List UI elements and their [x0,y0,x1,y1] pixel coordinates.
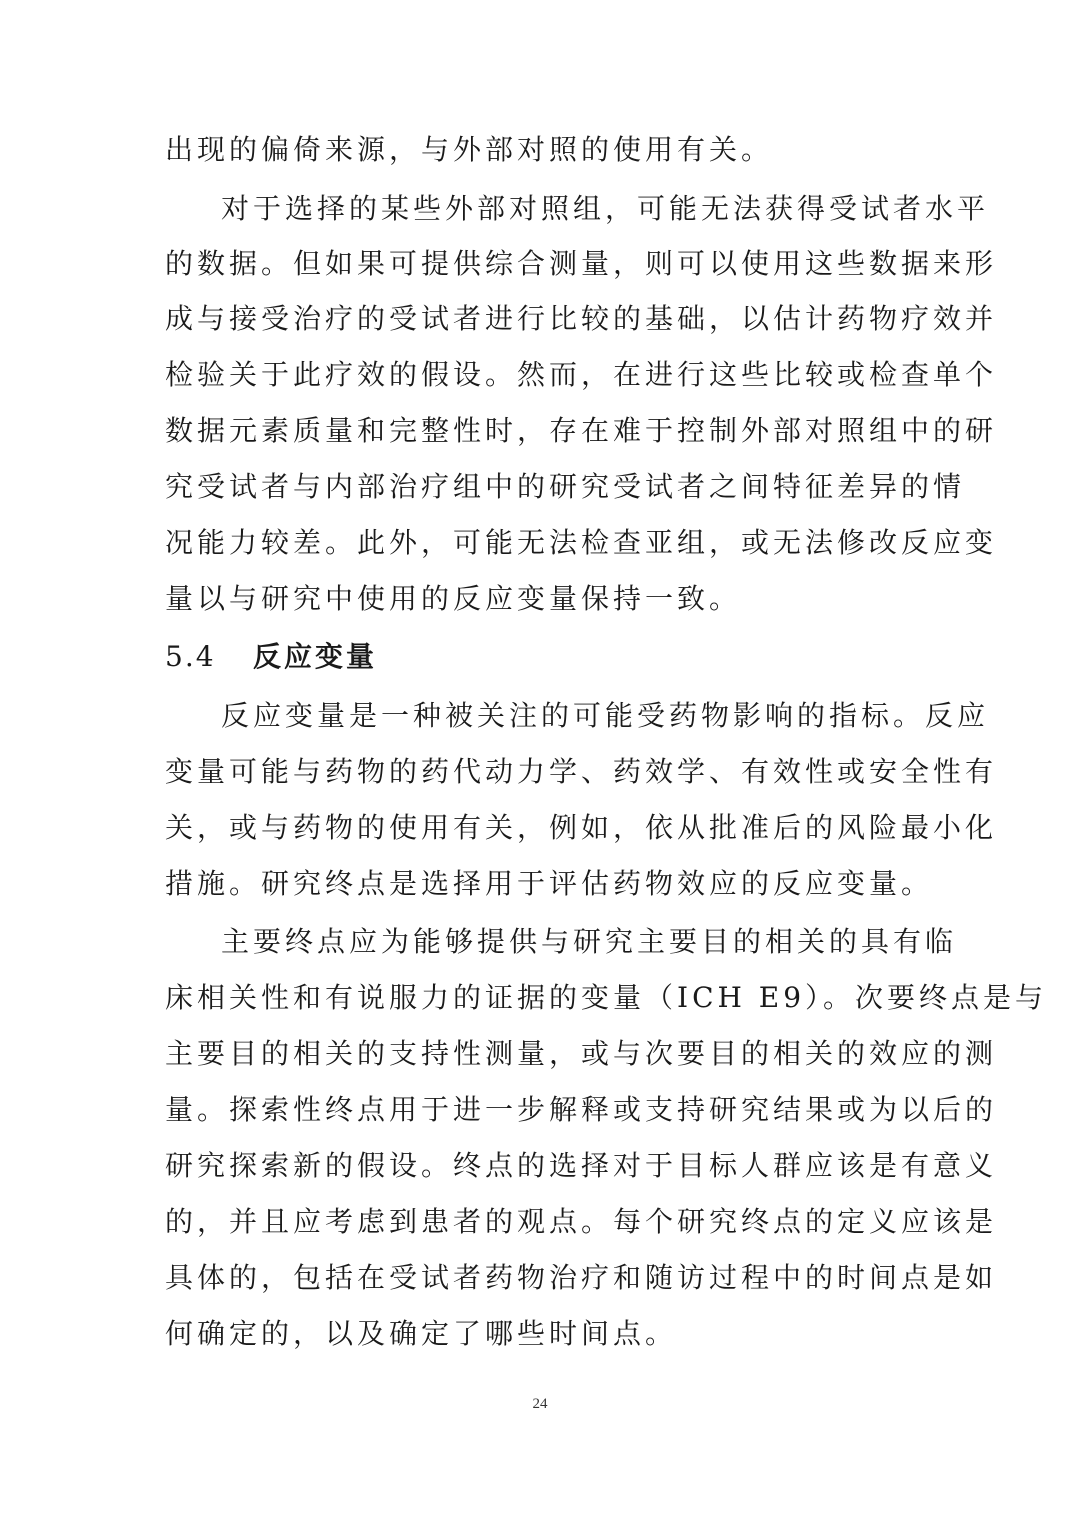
paragraph-line: 反应变量是一种被关注的可能受药物影响的指标。反应 [221,699,990,732]
paragraph-line: 变量可能与药物的药代动力学、药效学、有效性或安全性有 [165,755,998,788]
paragraph-line: 况能力较差。此外，可能无法检查亚组，或无法修改反应变 [165,526,998,559]
paragraph-line: 关，或与药物的使用有关，例如，依从批准后的风险最小化 [165,811,998,844]
paragraph-line: 的数据。但如果可提供综合测量，则可以使用这些数据来形 [165,247,998,280]
paragraph-line: 量以与研究中使用的反应变量保持一致。 [165,582,742,615]
paragraph-line: 何确定的，以及确定了哪些时间点。 [165,1317,678,1350]
paragraph-line: 出现的偏倚来源，与外部对照的使用有关。 [165,133,774,166]
section-title: 反应变量 [253,640,378,673]
paragraph-line: 主要终点应为能够提供与研究主要目的相关的具有临 [221,925,958,958]
paragraph-line: 研究探索新的假设。终点的选择对于目标人群应该是有意义 [165,1149,998,1182]
section-number: 5.4 [165,640,216,673]
paragraph-line: 的，并且应考虑到患者的观点。每个研究终点的定义应该是 [165,1205,998,1238]
page-number: 24 [532,1396,548,1412]
paragraph-line: 成与接受治疗的受试者进行比较的基础，以估计药物疗效并 [165,302,998,335]
paragraph-line: 检验关于此疗效的假设。然而，在进行这些比较或检查单个 [165,358,998,391]
paragraph-line: 数据元素质量和完整性时，存在难于控制外部对照组中的研 [165,414,998,447]
paragraph-line: 主要目的相关的支持性测量，或与次要目的相关的效应的测 [165,1037,998,1070]
paragraph-line: 对于选择的某些外部对照组，可能无法获得受试者水平 [221,192,990,225]
paragraph-line: 床相关性和有说服力的证据的变量（ICH E9）。次要终点是与 [165,981,1048,1014]
section-heading [165,637,377,677]
paragraph-line: 量。探索性终点用于进一步解释或支持研究结果或为以后的 [165,1093,998,1126]
paragraph-line: 究受试者与内部治疗组中的研究受试者之间特征差异的情 [165,470,966,503]
paragraph-line: 措施。研究终点是选择用于评估药物效应的反应变量。 [165,867,934,900]
paragraph-line: 具体的，包括在受试者药物治疗和随访过程中的时间点是如 [165,1261,998,1294]
